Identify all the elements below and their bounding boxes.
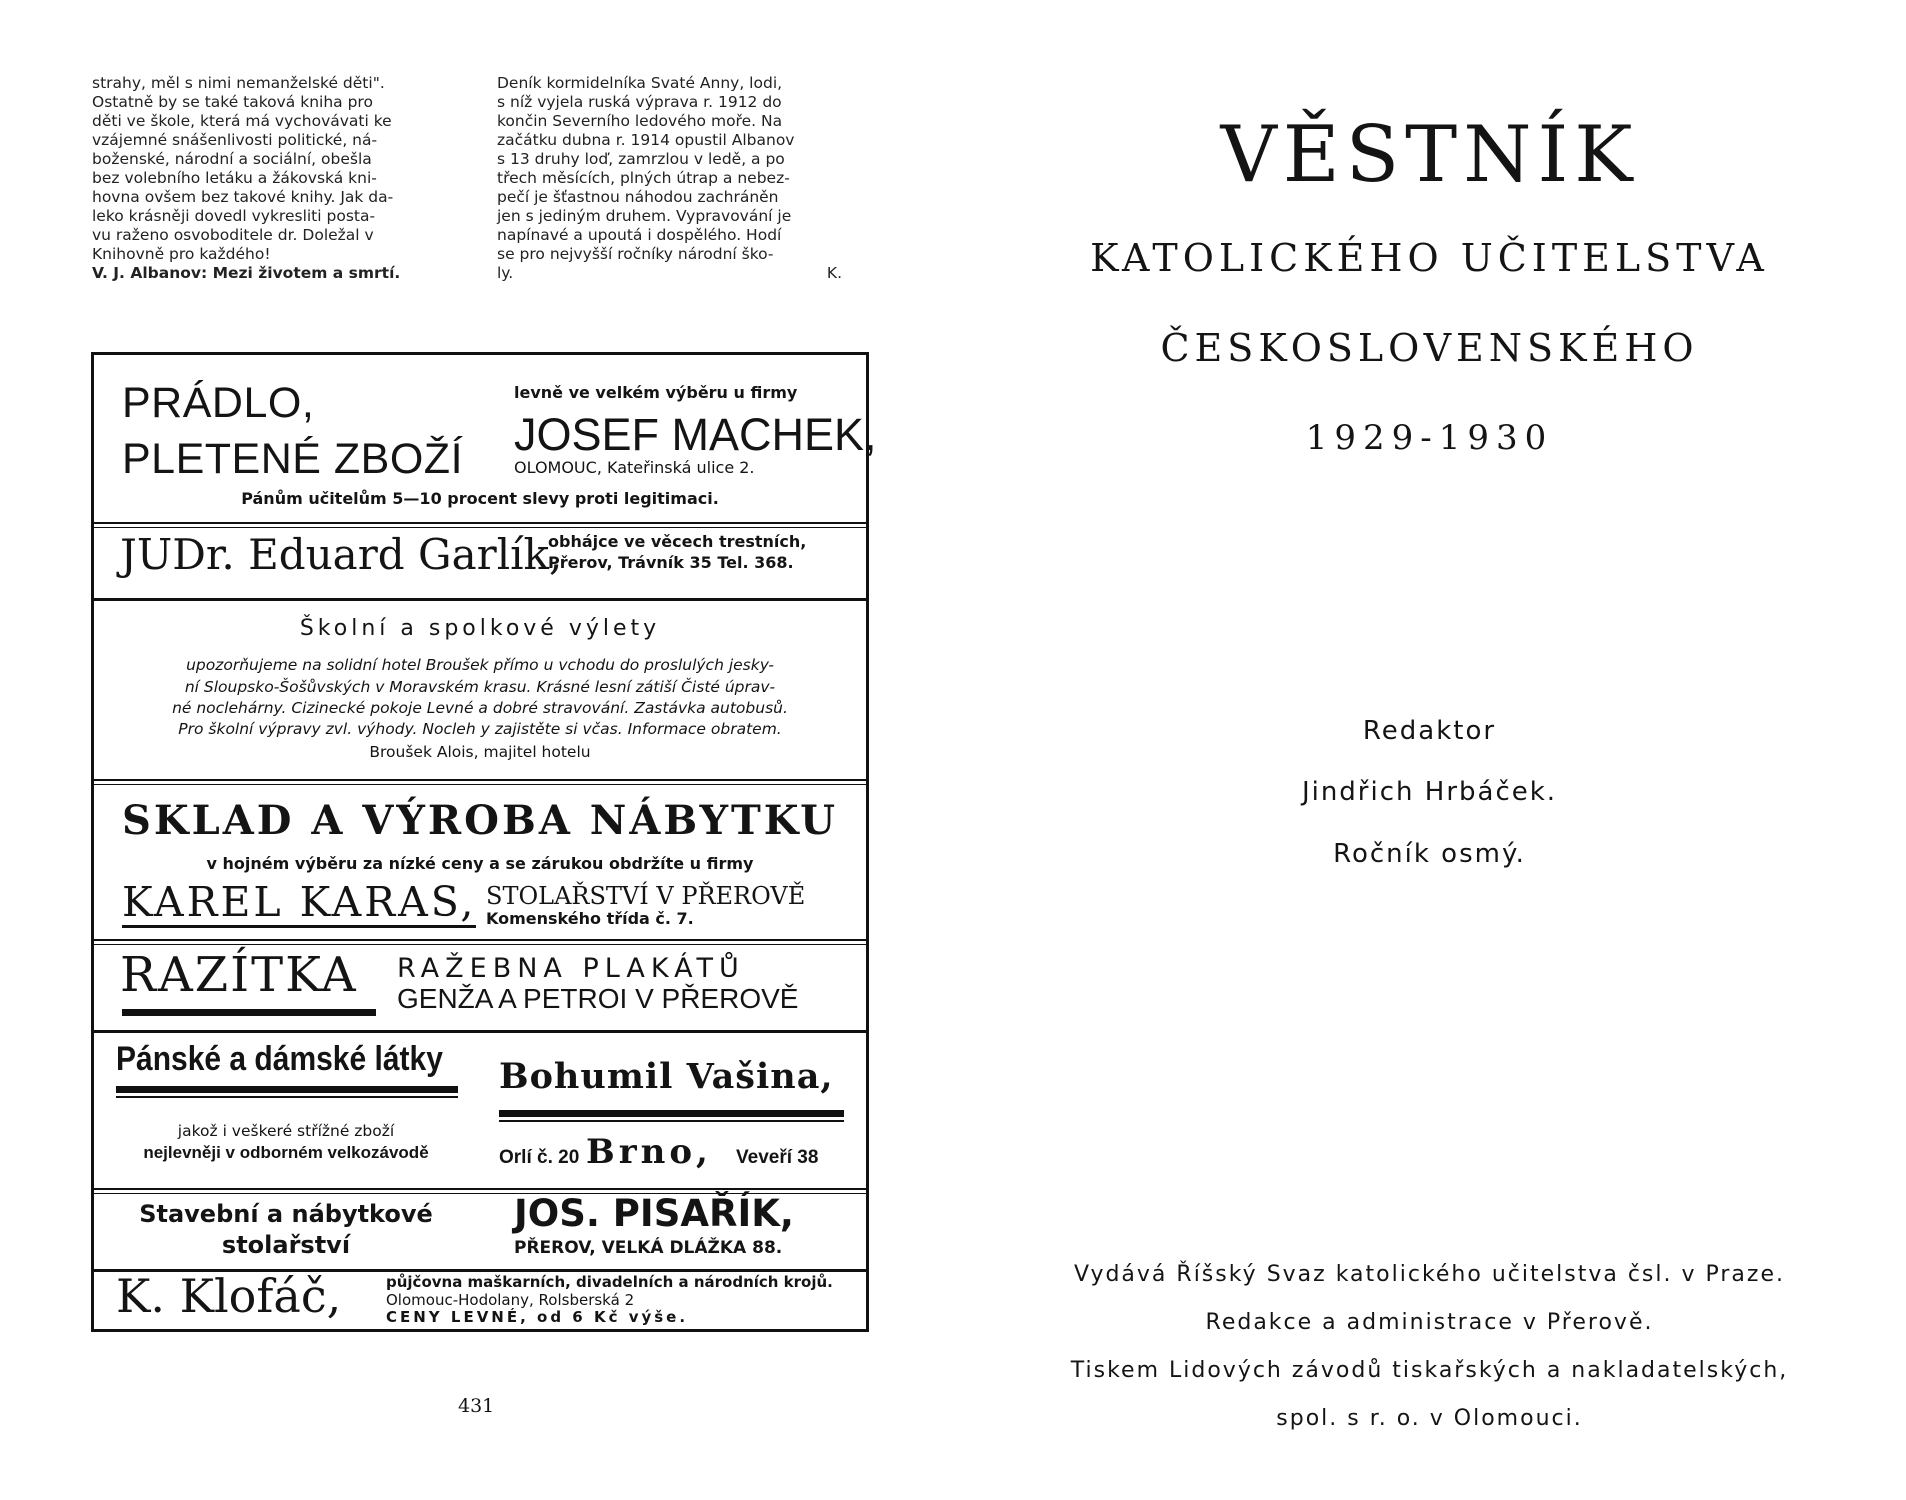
ad-signature: Broušek Alois, majitel hotelu	[369, 743, 591, 761]
ad-headline: SKLAD A VÝROBA NÁBYTKU	[121, 797, 839, 844]
decorative-rule	[116, 1096, 458, 1098]
decorative-bar	[116, 1086, 458, 1093]
ad-intro: levně ve velkém výběru u firmy	[514, 383, 798, 402]
journal-years: 1929-1930	[1305, 418, 1554, 458]
column1-line: strahy, měl s nimi nemanželské děti".	[92, 74, 385, 92]
column1-line: děti ve škole, která má vychovávati ke	[92, 112, 392, 130]
ad-pisarik	[94, 1188, 866, 1269]
ad-headline: PRÁDLO,	[122, 379, 315, 427]
column1-line: Ostatně by se také taková kniha pro	[92, 93, 373, 111]
ad-company-name: KAREL KARAS,	[122, 878, 477, 926]
ad-company-name: JUDr. Eduard Garlík,	[120, 530, 563, 579]
ad-company-name: Bohumil Vašina,	[499, 1056, 834, 1097]
column2-line: s níž vyjela ruská výprava r. 1912 do	[497, 93, 782, 111]
column2-last-line: ly.	[497, 264, 514, 282]
ad-text-line: Pro školní výpravy zvl. výhody. Nocleh y zajistěte si včas. Informace obratem.	[178, 720, 782, 738]
ad-brousek-hotel	[94, 598, 866, 779]
publisher-line: Redakce a administrace v Přerově.	[1205, 1310, 1654, 1335]
publisher-line: spol. s r. o. v Olomouci.	[1276, 1406, 1583, 1431]
ad-description: nejlevněji v odborném velkozávodě	[143, 1143, 429, 1162]
ad-machek	[94, 355, 877, 522]
ad-company-name: JOS. PISAŘÍK,	[514, 1192, 794, 1235]
column2-line: třech měsících, plných útrap a nebez-	[497, 169, 790, 187]
decorative-bar	[499, 1110, 844, 1117]
column2-line: pečí je šťastnou náhodou zachráněn	[497, 188, 779, 206]
ad-address: Olomouc-Hodolany, Rolsberská 2	[386, 1291, 635, 1309]
column1-line: hovna ovšem bez takové knihy. Jak da-	[92, 188, 394, 206]
ad-address: Komenského třída č. 7.	[486, 909, 694, 928]
ad-headline: Stavební a nábytkové	[139, 1200, 433, 1228]
ad-karas	[94, 779, 866, 939]
decorative-rule	[499, 1120, 844, 1122]
volume-label: Ročník osmý.	[1333, 839, 1526, 869]
ad-address: PŘEROV, VELKÁ DLÁŽKA 88.	[514, 1238, 783, 1258]
column2-line: končin Severního ledového moře. Na	[497, 112, 783, 130]
column1-line: bez volebního letáku a žákovská kni-	[92, 169, 377, 187]
ad-description: RAŽEBNA PLAKÁTŮ	[397, 953, 745, 984]
column1-line: boženské, národní a sociální, obešla	[92, 150, 372, 168]
column2-line: napínavé a upoutá i dospělého. Hodí	[497, 226, 782, 244]
ad-discount-note: Pánům učitelům 5—10 procent slevy proti legitimaci.	[241, 489, 719, 508]
ad-description: půjčovna maškarních, divadelních a národních krojů.	[386, 1273, 833, 1291]
ad-headline: stolařství	[221, 1231, 351, 1259]
ad-divider	[91, 1329, 869, 1332]
publisher-line: Vydává Říšský Svaz katolického učitelstva čsl. v Praze.	[1073, 1262, 1785, 1287]
ad-company-name: JOSEF MACHEK,	[514, 409, 877, 460]
column1-line: Knihovně pro každého!	[92, 245, 271, 263]
editor-label: Redaktor	[1362, 716, 1497, 746]
text-column-2	[497, 74, 877, 283]
ad-description: STOLAŘSTVÍ V PŘEROVĚ	[486, 882, 806, 910]
ad-headline: Pánské a dámské látky	[116, 1040, 443, 1078]
ad-description: obhájce ve věcech trestních,	[548, 532, 807, 551]
ad-razitka	[94, 939, 866, 1030]
ad-klofac	[94, 1269, 866, 1329]
ad-address: Přerov, Trávník 35 Tel. 368.	[548, 553, 794, 572]
column2-line	[497, 264, 842, 283]
column1-line: vu raženo osvoboditele dr. Doležal v	[92, 226, 374, 244]
journal-title: VĚSTNÍK	[1220, 110, 1639, 200]
ad-prices: CENY LEVNÉ, od 6 Kč výše.	[386, 1308, 689, 1326]
ad-address: Veveří 38	[736, 1147, 819, 1168]
ad-headline: Školní a spolkové výlety	[299, 616, 661, 641]
page-number: 431	[458, 1395, 495, 1417]
ad-intro: v hojném výběru za nízké ceny a se zárukou obdržíte u firmy	[206, 854, 754, 873]
column2-line: začátku dubna r. 1914 opustil Albanov	[497, 131, 795, 149]
ad-city: Brno,	[586, 1132, 712, 1172]
journal-subtitle: ČESKOSLOVENSKÉHO	[1160, 326, 1699, 370]
column1-line: leko krásněji dovedl vykresliti posta-	[92, 207, 376, 225]
ad-description: jakož i veškeré střížné zboží	[177, 1122, 395, 1140]
column2-line: s 13 druhy loď, zamrzlou v ledě, a po	[497, 150, 785, 168]
name-underline	[122, 925, 476, 928]
column2-line: jen s jediným druhem. Vypravování je	[497, 207, 792, 225]
decorative-bar	[122, 1009, 376, 1016]
publisher-line: Tiskem Lidových závodů tiskařských a nakladatelských,	[1070, 1358, 1789, 1383]
editor-name: Jindřich Hrbáček.	[1301, 777, 1558, 807]
right-page	[953, 0, 1906, 1500]
ad-vasina	[94, 1030, 866, 1188]
ad-headline: RAZÍTKA	[120, 947, 358, 1003]
column2-line: se pro nejvyšší ročníky národní ško-	[497, 245, 774, 263]
ad-text-line: upozorňujeme na solidní hotel Broušek přímo u vchodu do proslulých jesky-	[186, 656, 774, 674]
journal-subtitle: KATOLICKÉHO UČITELSTVA	[1090, 236, 1769, 280]
advertisement-box	[91, 355, 877, 1332]
text-column-1	[92, 74, 472, 283]
ad-address: Orlí č. 20	[499, 1147, 580, 1168]
ad-garlik	[94, 522, 866, 598]
ad-headline: PLETENÉ ZBOŽÍ	[122, 435, 464, 483]
ad-text-line: né noclehárny. Cizinecké pokoje Levné a dobré stravování. Zastávka autobusů.	[172, 699, 788, 717]
review-signature: K.	[826, 264, 842, 282]
book-review-heading: V. J. Albanov: Mezi životem a smrtí.	[92, 264, 401, 282]
ad-company-name: K. Klofáč,	[116, 1269, 342, 1323]
column2-line: Deník kormidelníka Svaté Anny, lodi,	[497, 74, 783, 92]
ad-text-line: ní Sloupsko-Šošůvských v Moravském krasu. Krásné lesní zátiší Čisté úprav-	[184, 678, 776, 696]
column1-line: vzájemné snášenlivosti politické, ná-	[92, 131, 378, 149]
ad-company-name: GENŽA A PETROI V PŘEROVĚ	[397, 983, 799, 1014]
ad-address: OLOMOUC, Kateřinská ulice 2.	[514, 458, 755, 477]
